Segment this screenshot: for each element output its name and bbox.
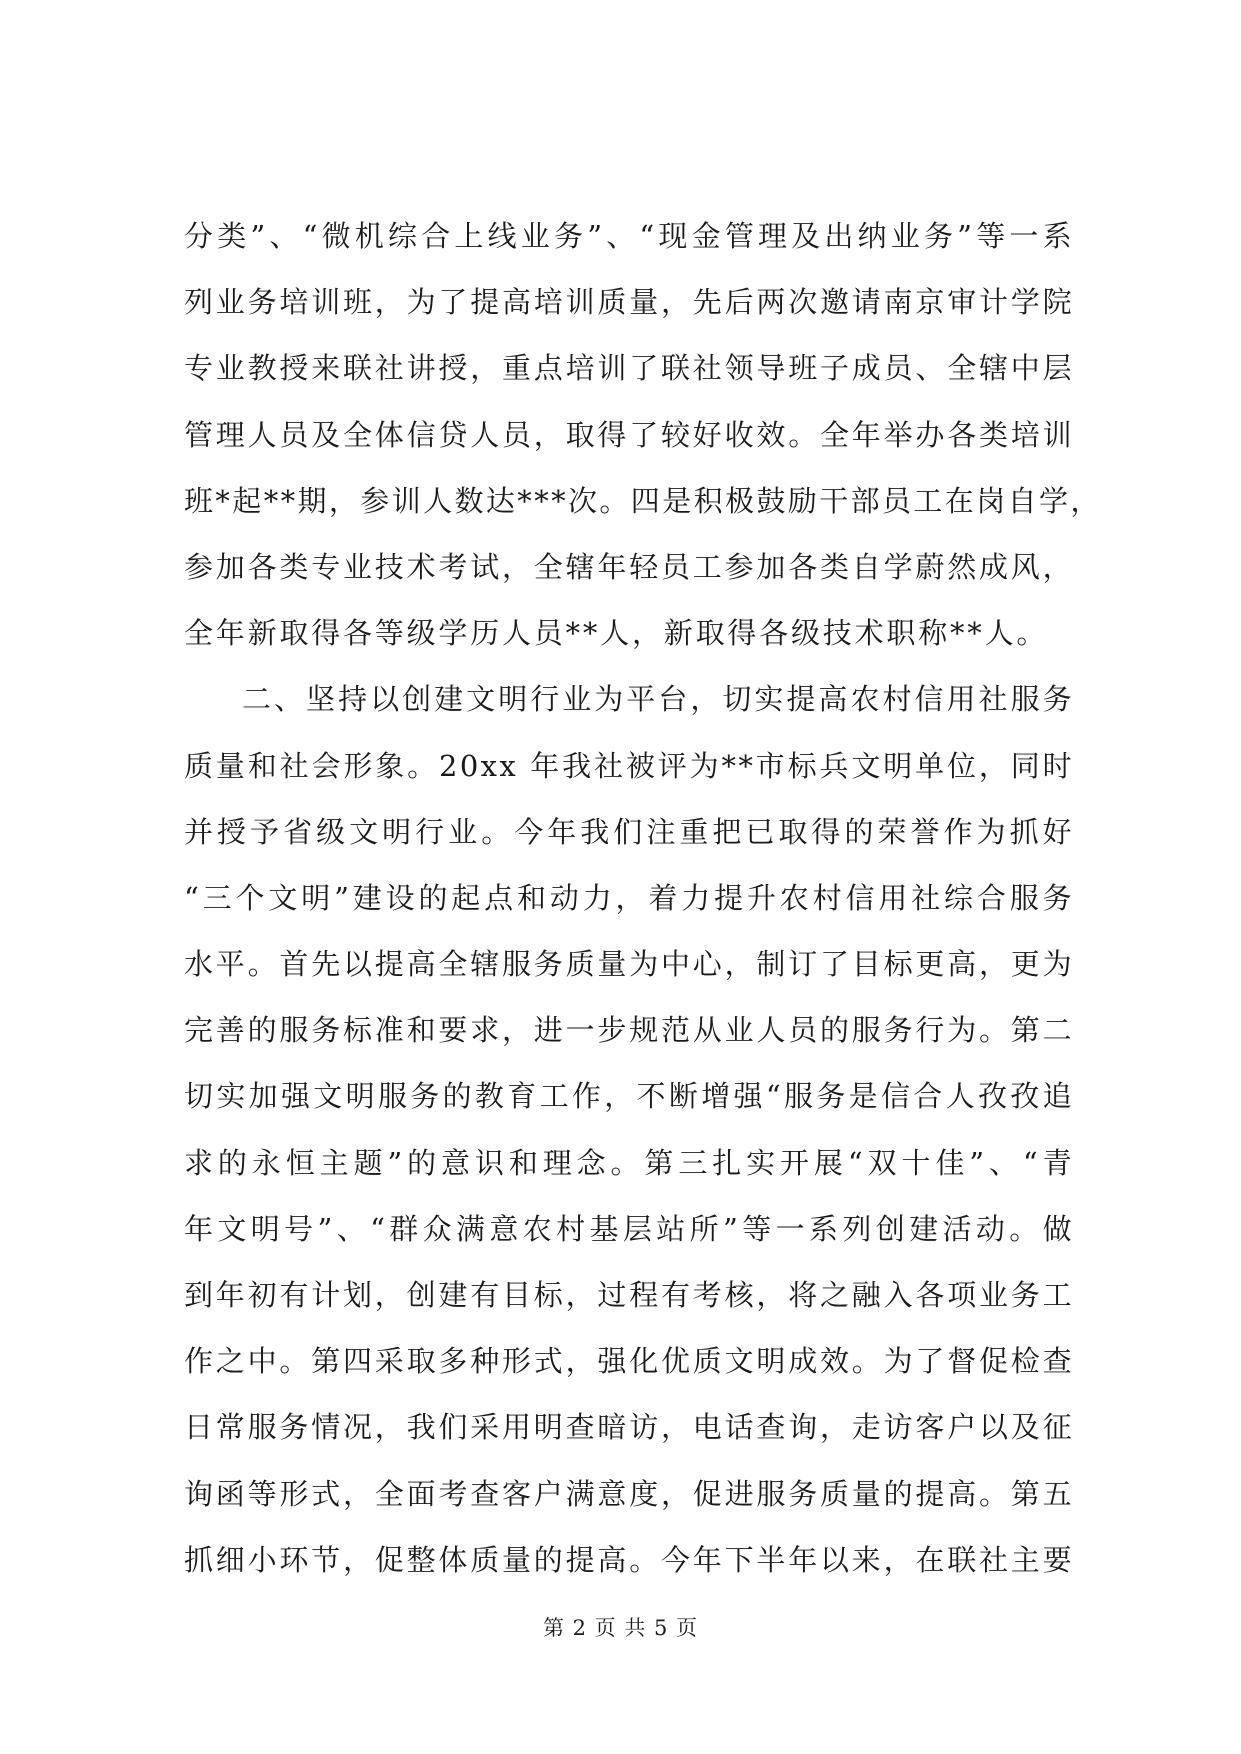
text-line: 专业教授来联社讲授，重点培训了联社领导班子成员、全辖中层: [184, 351, 1074, 386]
text-line: “三个文明”建设的起点和动力，着力提升农村信用社综合服务: [184, 880, 1074, 915]
text-line: 质量和社会形象。20xx 年我社被评为**市标兵文明单位，同时: [184, 748, 1074, 783]
text-line: 求的永恒主题”的意识和理念。第三扎实开展“双十佳”、“青: [184, 1145, 1074, 1180]
text-line: 到年初有计划，创建有目标，过程有考核，将之融入各项业务工: [184, 1278, 1074, 1312]
text-line: 询函等形式，全面考查客户满意度，促进服务质量的提高。第五: [184, 1476, 1074, 1511]
text-line: 列业务培训班，为了提高培训质量，先后两次邀请南京审计学院: [184, 285, 1074, 320]
text-line: 全年新取得各等级学历人员**人，新取得各级技术职称**人。: [184, 616, 1049, 651]
text-line: 日常服务情况，我们采用明查暗访，电话查询，走访客户以及征: [184, 1410, 1074, 1445]
text-line: 参加各类专业技术考试，全辖年轻员工参加各类自学蔚然成风，: [184, 549, 1074, 584]
text-line: 并授予省级文明行业。今年我们注重把已取得的荣誉作为抓好: [184, 814, 1074, 849]
text-line: 完善的服务标准和要求，进一步规范从业人员的服务行为。第二: [184, 1013, 1074, 1048]
text-line: 管理人员及全体信贷人员，取得了较好收效。全年举办各类培训: [184, 417, 1074, 452]
body-text: [184, 203, 1102, 1593]
text-line: 抓细小环节，促整体质量的提高。今年下半年以来，在联社主要: [184, 1542, 1074, 1577]
text-line: 分类”、“微机综合上线业务”、“现金管理及出纳业务”等一系: [184, 219, 1074, 253]
text-line: 班*起**期，参训人数达***次。四是积极鼓励干部员工在岗自学，: [184, 483, 1102, 518]
text-line: 切实加强文明服务的教育工作，不断增强“服务是信合人孜孜追: [184, 1079, 1074, 1114]
text-line: 作之中。第四采取多种形式，强化优质文明成效。为了督促检查: [184, 1344, 1074, 1379]
text-line: 水平。首先以提高全辖服务质量为中心，制订了目标更高，更为: [184, 947, 1074, 982]
paragraph-start-line: 二、坚持以创建文明行业为平台，切实提高农村信用社服务: [242, 682, 1074, 717]
page-number-footer: 第 2 页 共 5 页: [542, 1616, 699, 1640]
text-line: 年文明号”、“群众满意农村基层站所”等一系列创建活动。做: [184, 1211, 1074, 1246]
